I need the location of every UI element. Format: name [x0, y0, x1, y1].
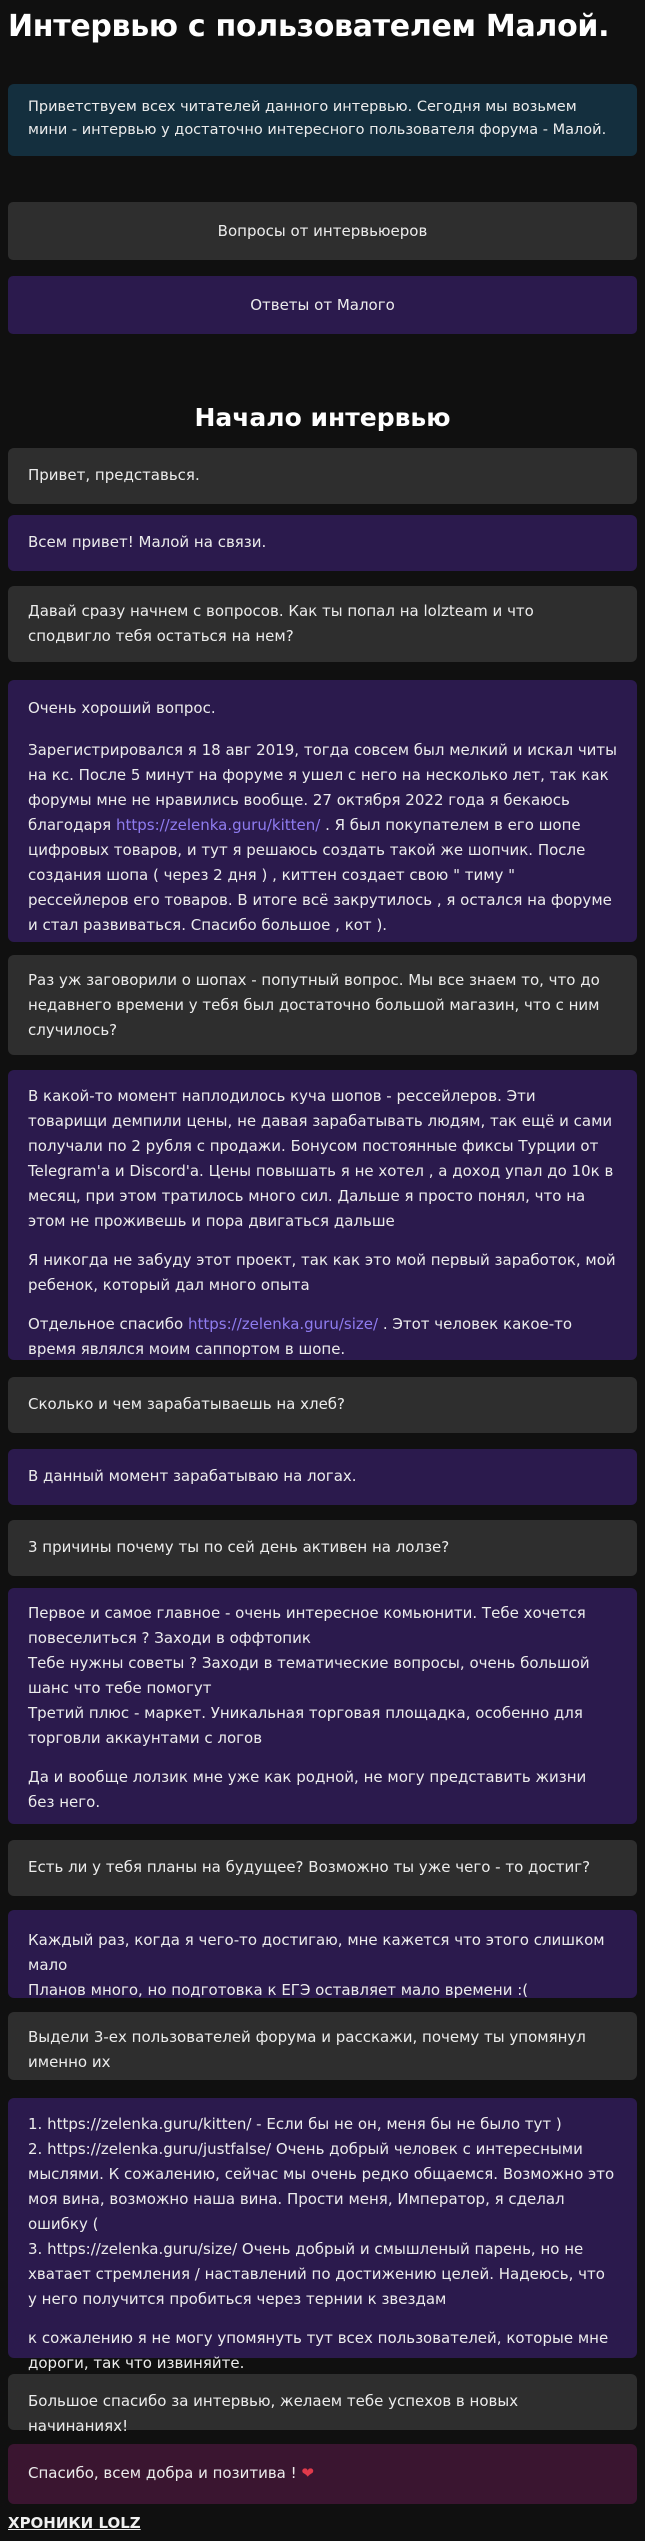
answer-text: к сожалению я не могу упомянуть тут всех пользователей, которые мне дороги, так что извиняйте. [28, 2329, 609, 2372]
answer-8 [8, 2444, 637, 2504]
section-title: Начало интервью [194, 403, 451, 432]
question-text: 3 причины почему ты по сей день активен на лолзе? [28, 1538, 450, 1556]
answer-3 [8, 1070, 637, 1360]
question-2 [8, 586, 637, 662]
question-text: Большое спасибо за интервью, желаем тебе успехов в новых начинаниях! [28, 2392, 519, 2435]
question-4 [8, 1377, 637, 1433]
kitten-profile-link[interactable]: https://zelenka.guru/kitten/ [115, 816, 321, 834]
answer-7 [8, 2098, 637, 2372]
tab-answers-button[interactable]: Ответы от Малого [8, 276, 637, 334]
size-profile-link[interactable]: https://zelenka.guru/size/ [188, 1315, 379, 1333]
answer-text: Первое и самое главное - очень интересное комьюнити. Тебе хочется повеселиться ? Заходи в оффтопик Тебе нужны советы ? Заходи в тематические вопросы, очень большой шанс что тебе помогут Третий плюс - маркет. Уникальная торговая площадка, особенно для торговли аккаунтами с логов [28, 1604, 590, 1747]
answer-text-part: Спасибо, всем добра и позитива ! [28, 2464, 297, 2482]
heart-icon: ❤ [301, 2464, 314, 2482]
footer-link[interactable]: ХРОНИКИ LOLZ [8, 2514, 141, 2532]
question-text: Привет, представься. [28, 466, 200, 484]
answer-text [28, 2461, 617, 2486]
answer-text: Очень хороший вопрос. [28, 699, 216, 717]
question-3 [8, 955, 637, 1055]
answer-text [28, 738, 617, 938]
question-text: Сколько и чем зарабатываешь на хлеб? [28, 1395, 346, 1413]
answer-text: Каждый раз, когда я чего-то достигаю, мне кажется что этого слишком мало Планов много, но подготовка к ЕГЭ оставляет мало времени :( [28, 1931, 605, 1999]
question-text: Есть ли у тебя планы на будущее? Возможно ты уже чего - то достиг? [28, 1858, 591, 1876]
answer-6 [8, 1910, 637, 1998]
question-text: Выдели 3-ех пользователей форума и расскажи, почему ты упомянул именно их [28, 2028, 586, 2071]
question-5 [8, 1520, 637, 1576]
answer-text-part: . Я был покупателем в его шопе цифровых товаров, и тут я решаюсь создать такой же шопчик. После создания шопа ( через 2 дня ) , киттен создает свою " тиму " рессейлеров его товаров. В итоге всё закрутилось , я остался на форуме и стал развиваться. Спасибо большое , кот ). [28, 816, 612, 934]
answer-text: 1. https://zelenka.guru/kitten/ - Если бы не он, меня бы не было тут ) 2. https://zelenka.guru/justfalse/ Очень добрый человек с интересными мыслями. К сожалению, сейчас мы очень редко общаемся. Возможно это моя вина, возможно наша вина. Прости меня, Император, я сделал ошибку ( 3. https://zelenka.guru/size/ Очень добрый и смышленый парень, но не хватает стремления / наставлений по достижению целей. Надеюсь, что у него получится пробиться через тернии к звездам [28, 2115, 615, 2308]
intro-box [8, 84, 637, 156]
question-7 [8, 2012, 637, 2080]
answer-text: Я никогда не забуду этот проект, так как это мой первый заработок, мой ребенок, который дал много опыта [28, 1251, 616, 1294]
page-title: Интервью с пользователем Малой. [8, 9, 610, 44]
answer-4 [8, 1449, 637, 1505]
answer-text-part: Зарегистрировался я 18 авг 2019, тогда совсем был мелкий и искал читы на кс. После 5 минут на форуме я ушел с него на несколько лет, так как форумы мне не нравились вообще. 27 октября 2022 года я бекаюсь благодаря [28, 741, 618, 834]
answer-2 [8, 680, 637, 942]
answer-1 [8, 515, 637, 571]
answer-text: В какой-то момент наплодилось куча шопов - рессейлеров. Эти товарищи демпили цены, не давая зарабатывать людям, так ещё и сами получали по 2 рубля с продажи. Бонусом постоянные фиксы Турции от Telegram'а и Discord'а. Цены повышать я не хотел , а доход упал до 10к в месяц, при этом тратилось много сил. Дальше я просто понял, что на этом не проживешь и пора двигаться дальше [28, 1087, 614, 1230]
intro-text: Приветствуем всех читателей данного интервью. Сегодня мы возьмем мини - интервью у достаточно интересного пользователя форума - Малой. [28, 99, 607, 138]
question-text: Раз уж заговорили о шопах - попутный вопрос. Мы все знаем то, что до недавнего времени у тебя был достаточно большой магазин, что с ним случилось? [28, 971, 600, 1039]
question-text: Давай сразу начнем с вопросов. Как ты попал на lolzteam и что сподвигло тебя остаться на нем? [28, 602, 534, 645]
answer-text [28, 1312, 617, 1362]
question-8 [8, 2374, 637, 2435]
question-6 [8, 1840, 637, 1896]
answer-text: Всем привет! Малой на связи. [28, 533, 267, 551]
tab-questions-button[interactable]: Вопросы от интервьюеров [8, 202, 637, 260]
answer-5 [8, 1588, 637, 1824]
answer-text-part: Отдельное спасибо [28, 1315, 188, 1333]
answer-text: В данный момент зарабатываю на логах. [28, 1467, 357, 1485]
answer-text: Да и вообще лолзик мне уже как родной, не могу представить жизни без него. [28, 1768, 587, 1811]
question-1 [8, 448, 637, 504]
answer-text-part: . Этот человек какое-то время являлся моим саппортом в шопе. [28, 1315, 573, 1358]
